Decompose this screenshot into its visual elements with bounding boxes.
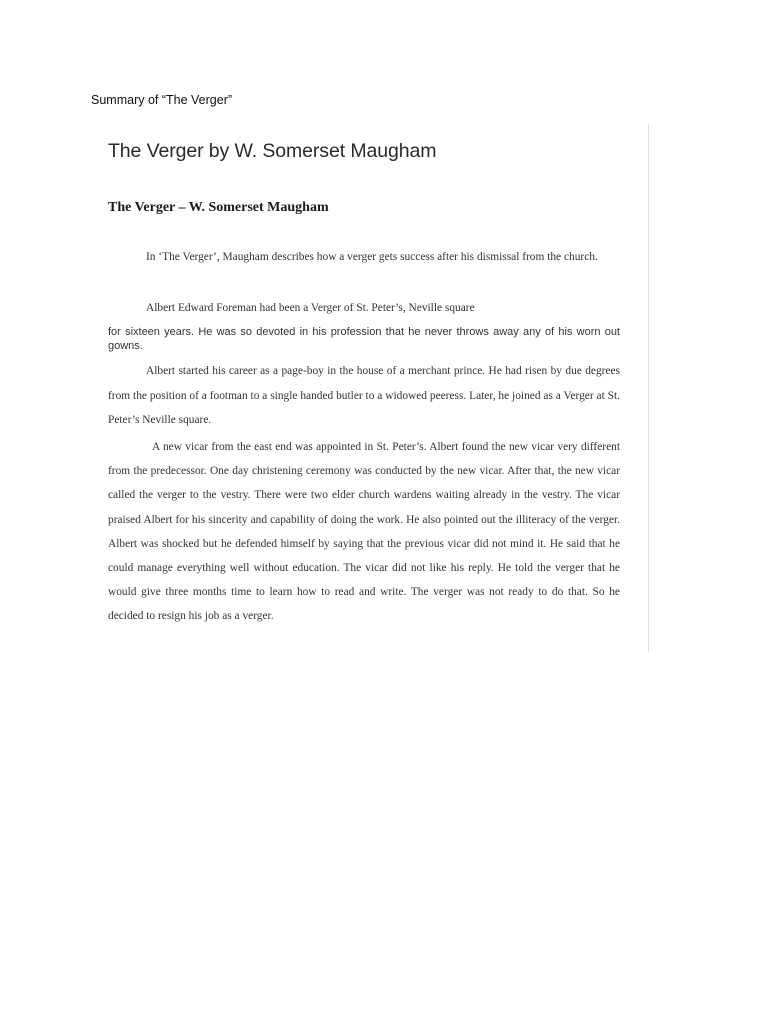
paragraph-text: Albert started his career as a page-boy in the house of a merchant prince. He had risen by due degrees from the position of a footman to a single handed butler to a widowed peeress. Later, he joined as a Verger at St. Peter’s Neville square. <box>108 365 620 426</box>
paragraph-new-vicar <box>108 435 620 629</box>
document-subtitle: The Verger – W. Somerset Maugham <box>108 200 329 215</box>
page-heading: Summary of “The Verger” <box>91 93 233 107</box>
paragraph-devotion: for sixteen years. He was so devoted in his profession that he never throws away any of his worn out gowns. <box>108 326 620 352</box>
document-title: The Verger by W. Somerset Maugham <box>108 140 437 162</box>
paragraph-albert-intro <box>108 298 620 318</box>
paragraph-text: In ‘The Verger’, Maugham describes how a verger gets success after his dismissal from the church. <box>146 251 598 263</box>
paragraph-intro <box>108 246 620 270</box>
paragraph-text: Albert Edward Foreman had been a Verger of St. Peter’s, Neville square <box>146 302 475 314</box>
paragraph-career <box>108 359 620 433</box>
embedded-document-image <box>96 124 649 652</box>
paragraph-text: A new vicar from the east end was appointed in St. Peter’s. Albert found the new vicar very different from the predecessor. One day christening ceremony was conducted by the new vicar. After that, the new vicar called the verger to the vestry. There were two elder church wardens waiting already in the vestry. The vicar praised Albert for his sincerity and capability of doing the work. He also pointed out the illiteracy of the verger. Albert was shocked but he defended himself by saying that the previous vicar did not mind it. He said that he could manage everything well without education. The vicar did not like his reply. He told the verger that he would give three months time to learn how to read and write. The verger was not ready to do that. So he decided to resign his job as a verger. <box>108 441 620 623</box>
